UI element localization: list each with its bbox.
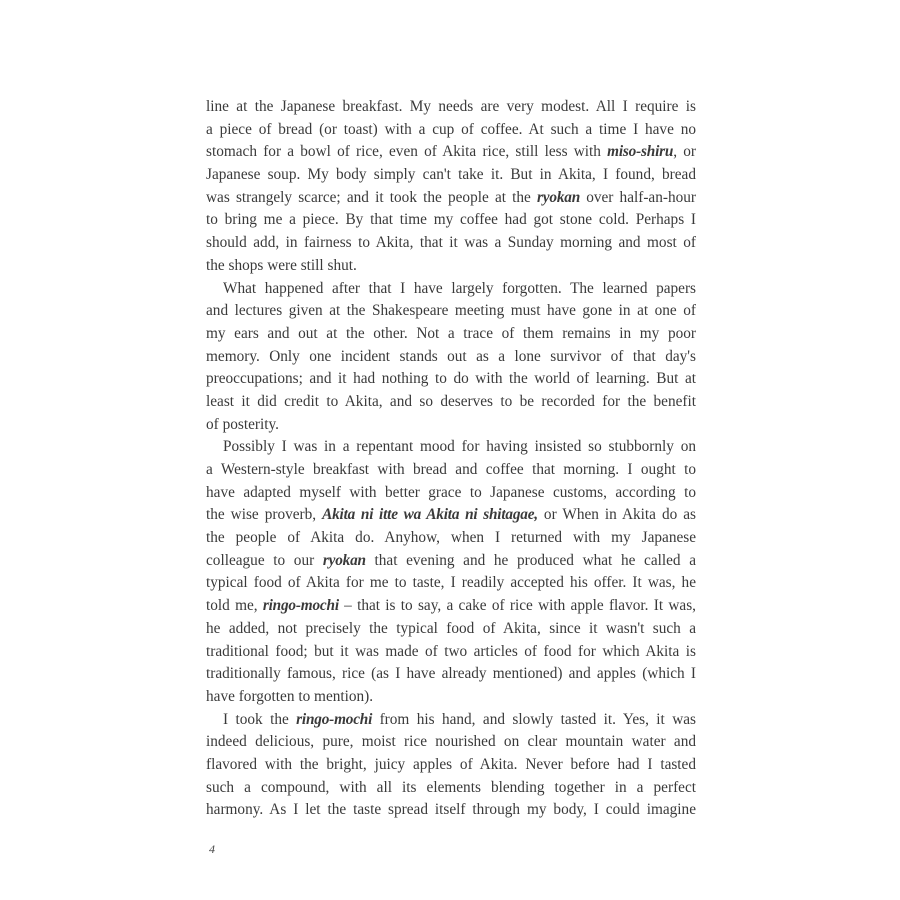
text-segment: from his hand, and slowly tasted it. Yes, it was [372,710,696,728]
text-segment: indeed delicious, pure, moist rice nourished on clear mountain water and [206,733,696,751]
text-line [206,141,696,164]
text-segment: stomach for a bowl of rice, even of Akita rice, still less with [206,143,608,161]
text-line [206,550,696,573]
text-line [206,255,696,278]
text-line [206,368,696,391]
text-line [206,663,696,686]
text-segment: line at the Japanese breakfast. My needs are very modest. All I require is [206,98,696,115]
text-segment: colleague to our [206,551,323,569]
paragraph [206,278,696,437]
italic-term: miso-shiru [607,143,674,161]
text-line [206,572,696,595]
text-segment: of posterity. [206,415,279,433]
text-line [206,799,696,822]
text-line [206,459,696,482]
text-segment: or When in Akita do as [537,506,696,524]
text-line [206,482,696,505]
text-segment: What happened after that I have largely forgotten. The learned papers [223,279,696,297]
italic-term: ryokan [322,551,366,569]
text-line [206,754,696,777]
text-segment: Japanese soup. My body simply can't take it. But in Akita, I found, bread [206,166,696,184]
text-segment: a piece of bread (or toast) with a cup of coffee. At such a time I have no [206,120,696,138]
text-line [206,119,696,142]
text-segment: memory. Only one incident stands out as a lone survivor of that day's [206,347,696,365]
text-segment: my ears and out at the other. Not a trace of them remains in my poor [206,324,696,342]
text-line [206,323,696,346]
text-segment: traditionally famous, rice (as I have already mentioned) and apples (which I [206,665,696,683]
italic-term: ringo-mochi [296,710,373,728]
text-line [206,300,696,323]
text-segment: that evening and he produced what he called a [365,551,696,569]
text-line [206,164,696,187]
text-segment: such a compound, with all its elements blending together in a perfect [206,778,696,796]
text-line [206,209,696,232]
text-segment: have forgotten to mention). [206,687,374,705]
text-line [206,504,696,527]
text-segment: harmony. As I let the taste spread itself through my body, I could imagine [206,801,696,819]
text-line [206,96,696,119]
text-line [206,187,696,210]
text-line [206,414,696,437]
text-line [206,346,696,369]
text-segment: a Western-style breakfast with bread and coffee that morning. I ought to [206,461,696,478]
text-line [206,278,696,301]
text-segment: preoccupations; and it had nothing to do with the world of learning. But at [206,370,696,388]
text-line [206,777,696,800]
text-segment: Possibly I was in a repentant mood for having insisted so stubbornly on [223,438,696,456]
text-segment: over half-an-hour [580,188,697,206]
text-segment: least it did credit to Akita, and so deserves to be recorded for the benefit [206,392,696,410]
text-segment: should add, in fairness to Akita, that it was a Sunday morning and most of [206,234,696,252]
paragraph [206,96,696,278]
text-segment: he added, not precisely the typical food of Akita, since it wasn't such a [206,619,696,637]
text-segment: the people of Akita do. Anyhow, when I returned with my Japanese [206,529,696,547]
text-line [206,436,696,459]
body-text [206,96,696,822]
italic-term: ryokan [537,188,581,206]
text-segment: told me, [206,597,263,615]
italic-term: ringo-mochi [262,597,339,615]
text-line [206,641,696,664]
text-line [206,709,696,732]
text-line [206,618,696,641]
text-segment: traditional food; but it was made of two articles of food for which Akita is [206,642,696,660]
text-line [206,391,696,414]
text-segment: , or [673,143,696,161]
text-segment: have adapted myself with better grace to Japanese customs, according to [206,483,696,501]
text-line [206,595,696,618]
text-segment: flavored with the bright, juicy apples of Akita. Never before had I tasted [206,755,696,773]
text-segment: I took the [223,710,297,728]
paragraph [206,709,696,822]
text-segment: the shops were still shut. [206,256,357,274]
page-number: 4 [209,842,215,856]
text-line [206,686,696,709]
text-segment: – that is to say, a cake of rice with apple flavor. It was, [338,597,696,615]
paragraph [206,436,696,708]
text-segment: the wise proverb, [206,506,323,524]
italic-term: Akita ni itte wa Akita ni shitagae, [322,506,538,524]
text-line [206,527,696,550]
text-line [206,731,696,754]
text-line [206,232,696,255]
text-segment: typical food of Akita for me to taste, I readily accepted his offer. It was, he [206,574,696,592]
text-segment: and lectures given at the Shakespeare meeting must have gone in at one of [206,302,696,320]
text-segment: to bring me a piece. By that time my coffee had got stone cold. Perhaps I [206,211,696,229]
text-segment: was strangely scarce; and it took the people at the [206,188,538,206]
